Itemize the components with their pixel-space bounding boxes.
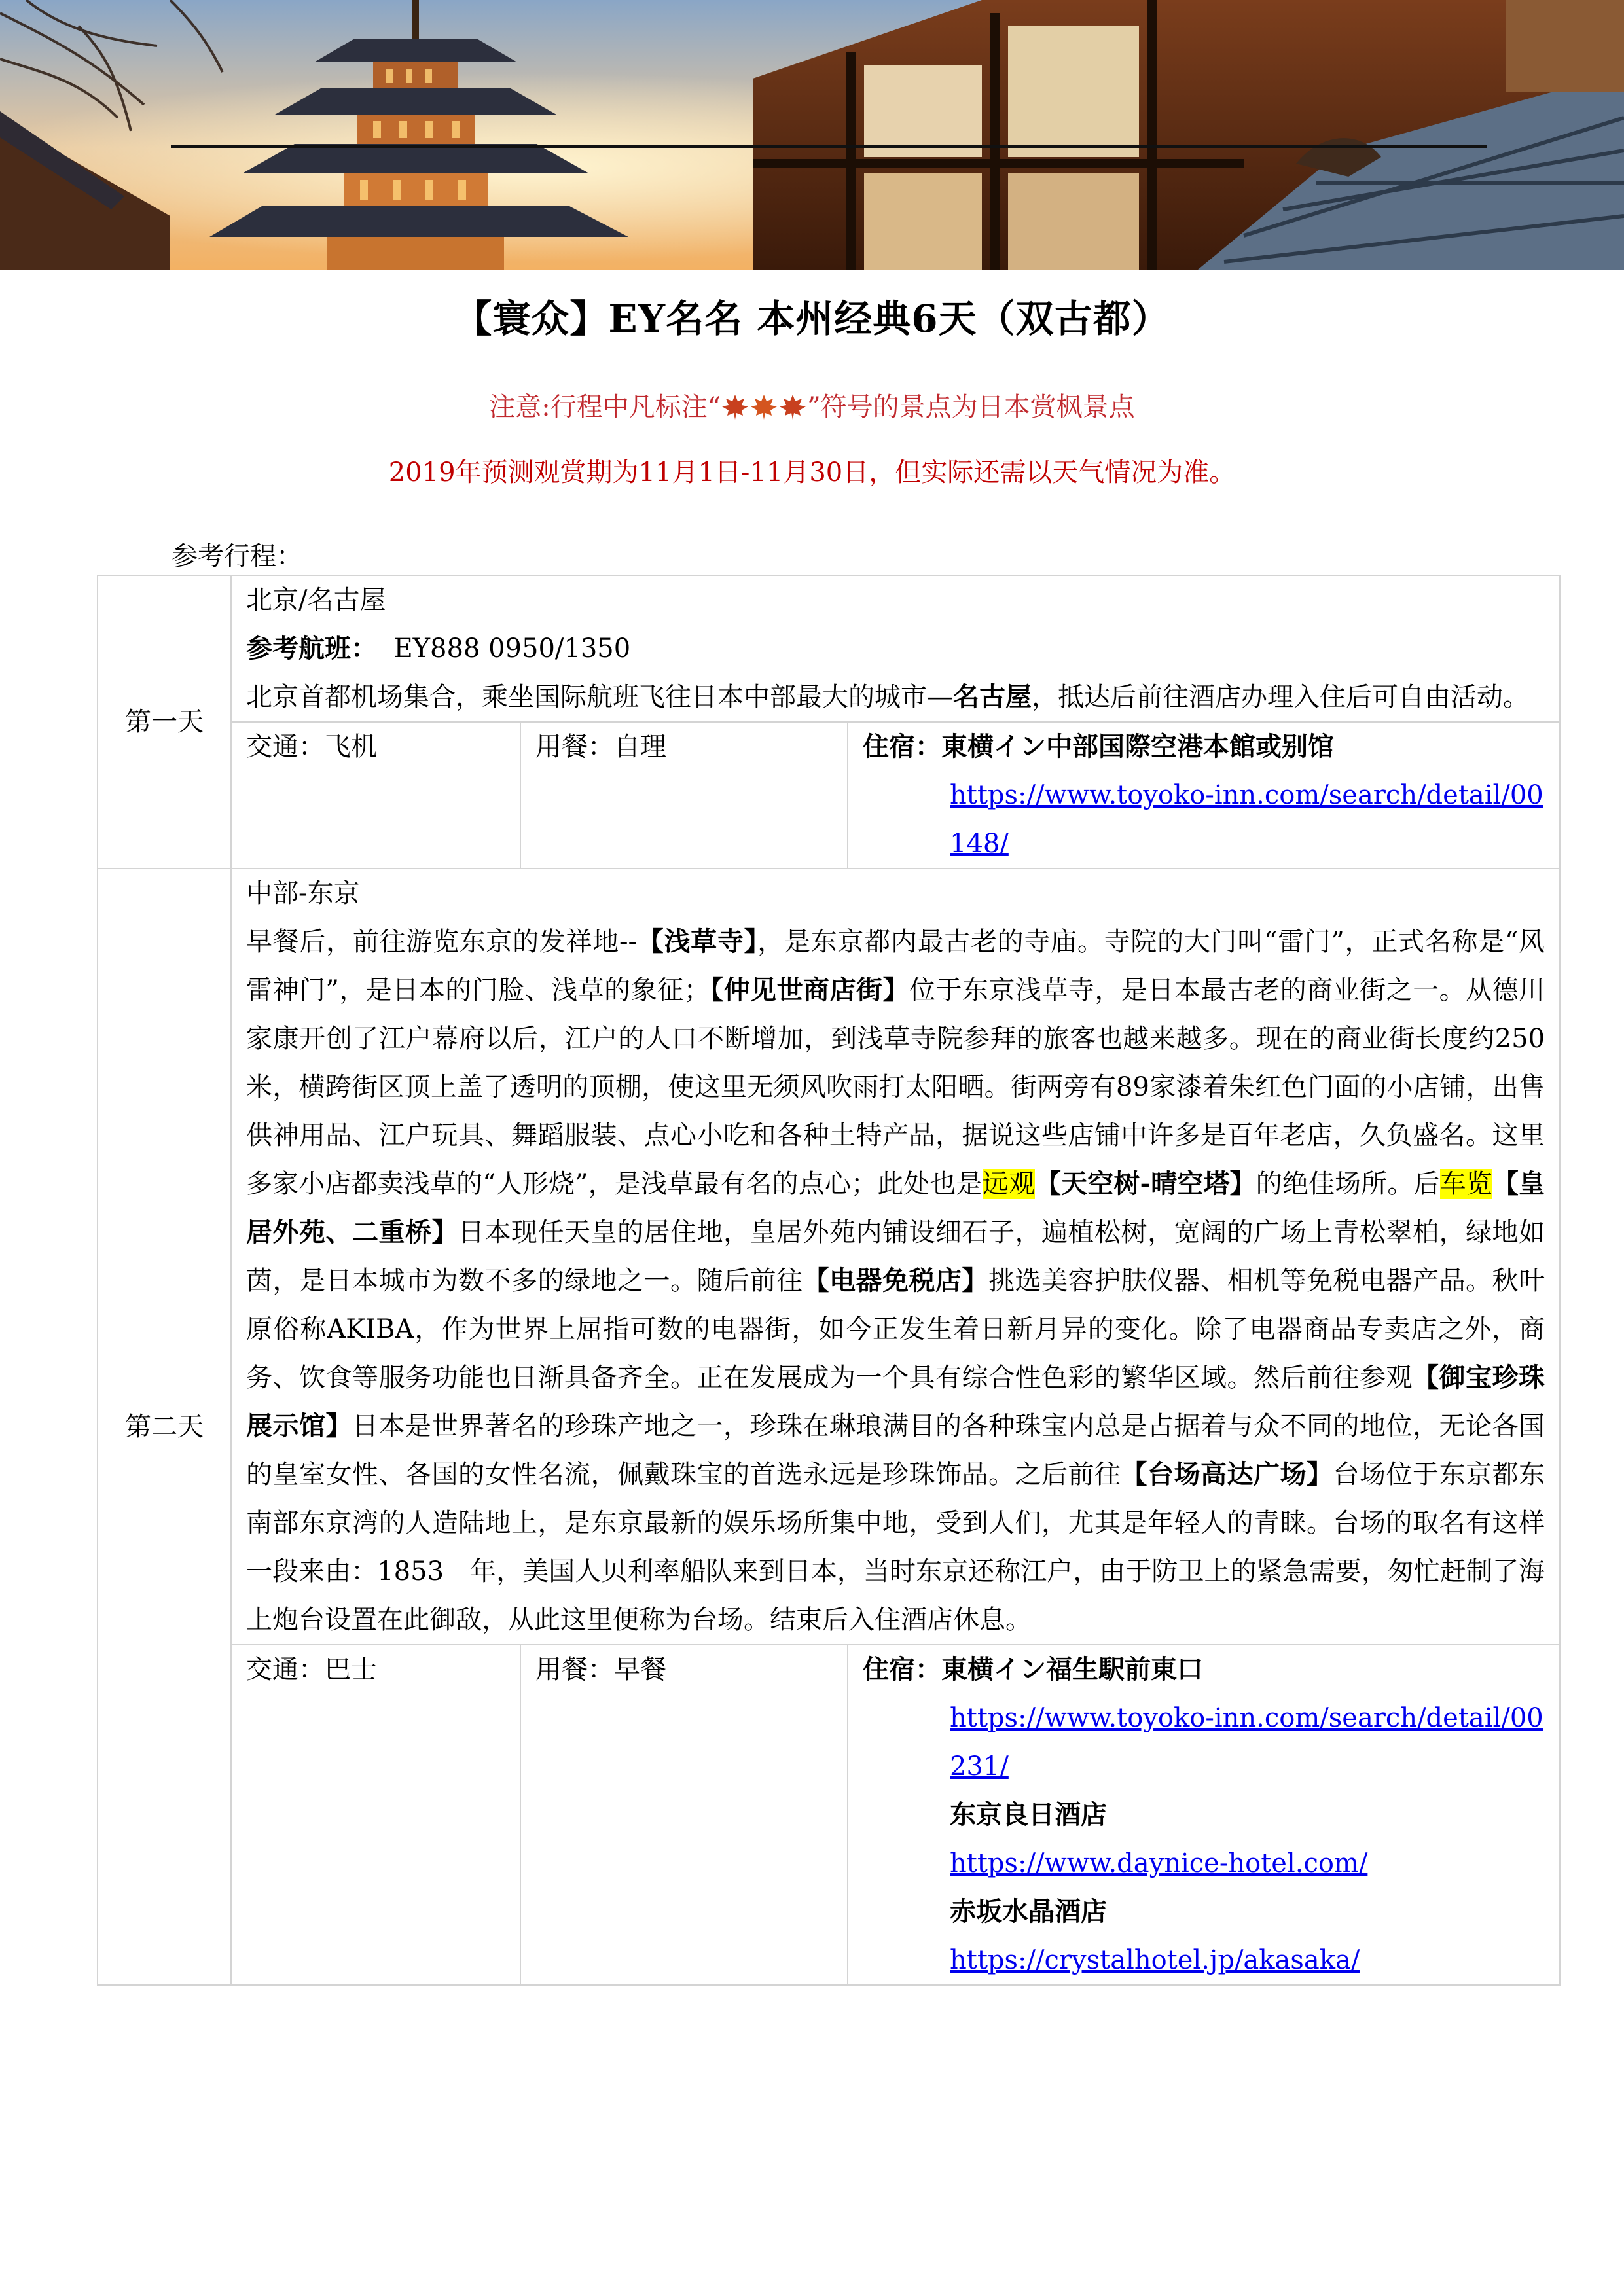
meals-cell: 用餐：自理 bbox=[520, 722, 848, 869]
table-row bbox=[98, 869, 1560, 1645]
maple-leaf-icon bbox=[778, 393, 807, 426]
day-description: 早餐后，前往游览东京的发祥地--【浅草寺】，是东京都内最古老的寺庙。寺院的大门叫“雷门”，正式名称是“风雷神门”，是日本的门脸、浅草的象征；【仲见世商店街】位于东京浅草寺，是日本最古老的商业街之一。从德川家康开创了江户幕府以后，江户的人口不断增加，到浅草寺院参拜的旅客也越来越多。现在的商业街长度约250米，横跨街区顶上盖了透明的顶棚，使这里无须风吹雨打太阳晒。街两旁有89家漆着朱红色门面的小店铺，出售供神用品、江户玩具、舞蹈服装、点心小吃和各种土特产品，据说这些店铺中许多是百年老店，久负盛名。这里多家小店都卖浅草的“人形烧”，是浅草最有名的点心；此处也是远观【天空树-晴空塔】的绝佳场所。后车览【皇居外苑、二重桥】日本现任天皇的居住地，皇居外苑内铺设细石子，遍植松树，宽阔的广场上青松翠柏，绿地如茵，是日本城市为数不多的绿地之一。随后前往【电器免税店】挑选美容护肤仪器、相机等免税电器产品。秋叶原俗称AKIBA，作为世界上屈指可数的电器街，如今正发生着日新月异的变化。除了电器商品专卖店之外，商务、饮食等服务功能也日渐具备齐全。正在发展成为一个具有综合性色彩的繁华区域。然后前往参观【御宝珍珠展示馆】日本是世界著名的珍珠产地之一，珍珠在琳琅满目的各种珠宝内总是占据着与众不同的地位，无论各国的皇室女性、各国的女性名流，佩戴珠宝的首选永远是珍珠饰品。之后前往【台场高达广场】台场位于东京都东南部东京湾的人造陆地上，是东京最新的娱乐场所集中地，受到人们，尤其是年轻人的青睐。台场的取名有这样一段来由：1853 年，美国人贝利率船队来到日本，当时东京还称江户，由于防卫上的紧急需要，匆忙赶制了海上炮台设置在此御敌，从此这里便称为台场。结束后入住酒店休息。 bbox=[246, 926, 1545, 1635]
hotel-name: 東横イン福生駅前東口 bbox=[941, 1654, 1203, 1685]
day-label: 第一天 bbox=[98, 575, 231, 869]
day-description: 北京首都机场集合，乘坐国际航班飞往日本中部最大的城市—名古屋，抵达后前往酒店办理入住后可自由活动。 bbox=[246, 681, 1529, 712]
day-content bbox=[231, 575, 1560, 722]
meals-cell: 用餐：早餐 bbox=[520, 1645, 848, 1985]
hotel-link[interactable]: https://www.daynice-hotel.com/ bbox=[950, 1848, 1368, 1878]
route: 中部-东京 bbox=[246, 878, 360, 908]
table-row bbox=[98, 575, 1560, 722]
table-row bbox=[98, 722, 1560, 869]
hotel-cell bbox=[848, 722, 1560, 869]
hotel-link[interactable]: https://crystalhotel.jp/akasaka/ bbox=[950, 1945, 1360, 1975]
notice-prefix: 注意:行程中凡标注“ bbox=[489, 392, 721, 422]
header-divider bbox=[171, 145, 1487, 148]
transport-cell: 交通：巴士 bbox=[231, 1645, 520, 1985]
hotel-name: 东京良日酒店 bbox=[950, 1799, 1107, 1830]
itinerary-table bbox=[97, 575, 1561, 1986]
hotel-link[interactable]: https://www.toyoko-inn.com/search/detail/00231/ bbox=[950, 1703, 1543, 1782]
hotel-cell bbox=[848, 1645, 1560, 1985]
page-title: 【寰众】EY名名 本州经典6天（双古都） bbox=[454, 296, 1170, 341]
flight-number: EY888 0950/1350 bbox=[393, 634, 631, 664]
table-row bbox=[98, 1645, 1560, 1985]
maple-notice bbox=[0, 386, 1624, 426]
day-content bbox=[231, 869, 1560, 1645]
hotel-line: 住宿：東横イン福生駅前東口 bbox=[863, 1654, 1203, 1685]
day-label: 第二天 bbox=[98, 869, 231, 1985]
header-banner-image bbox=[0, 0, 1624, 270]
hotel-name: 東横イン中部国際空港本館或别馆 bbox=[941, 731, 1334, 762]
transport-cell: 交通：飞机 bbox=[231, 722, 520, 869]
notice-suffix: ”符号的景点为日本赏枫景点 bbox=[807, 392, 1135, 422]
maple-leaf-icon bbox=[721, 393, 749, 426]
maple-leaf-icon bbox=[749, 393, 778, 426]
reference-itinerary-label: 参考行程： bbox=[171, 541, 302, 571]
hotel-name: 赤坂水晶酒店 bbox=[950, 1896, 1107, 1927]
hotel-line: 住宿：東横イン中部国際空港本館或别馆 bbox=[863, 731, 1334, 762]
route: 北京/名古屋 bbox=[246, 585, 386, 615]
flight-line: 参考航班： EY888 0950/1350 bbox=[246, 633, 631, 664]
hotel-link[interactable]: https://www.toyoko-inn.com/search/detail/00148/ bbox=[950, 780, 1543, 859]
season-notice: 2019年预测观赏期为11月1日-11月30日，但实际还需以天气情况为准。 bbox=[388, 457, 1236, 488]
